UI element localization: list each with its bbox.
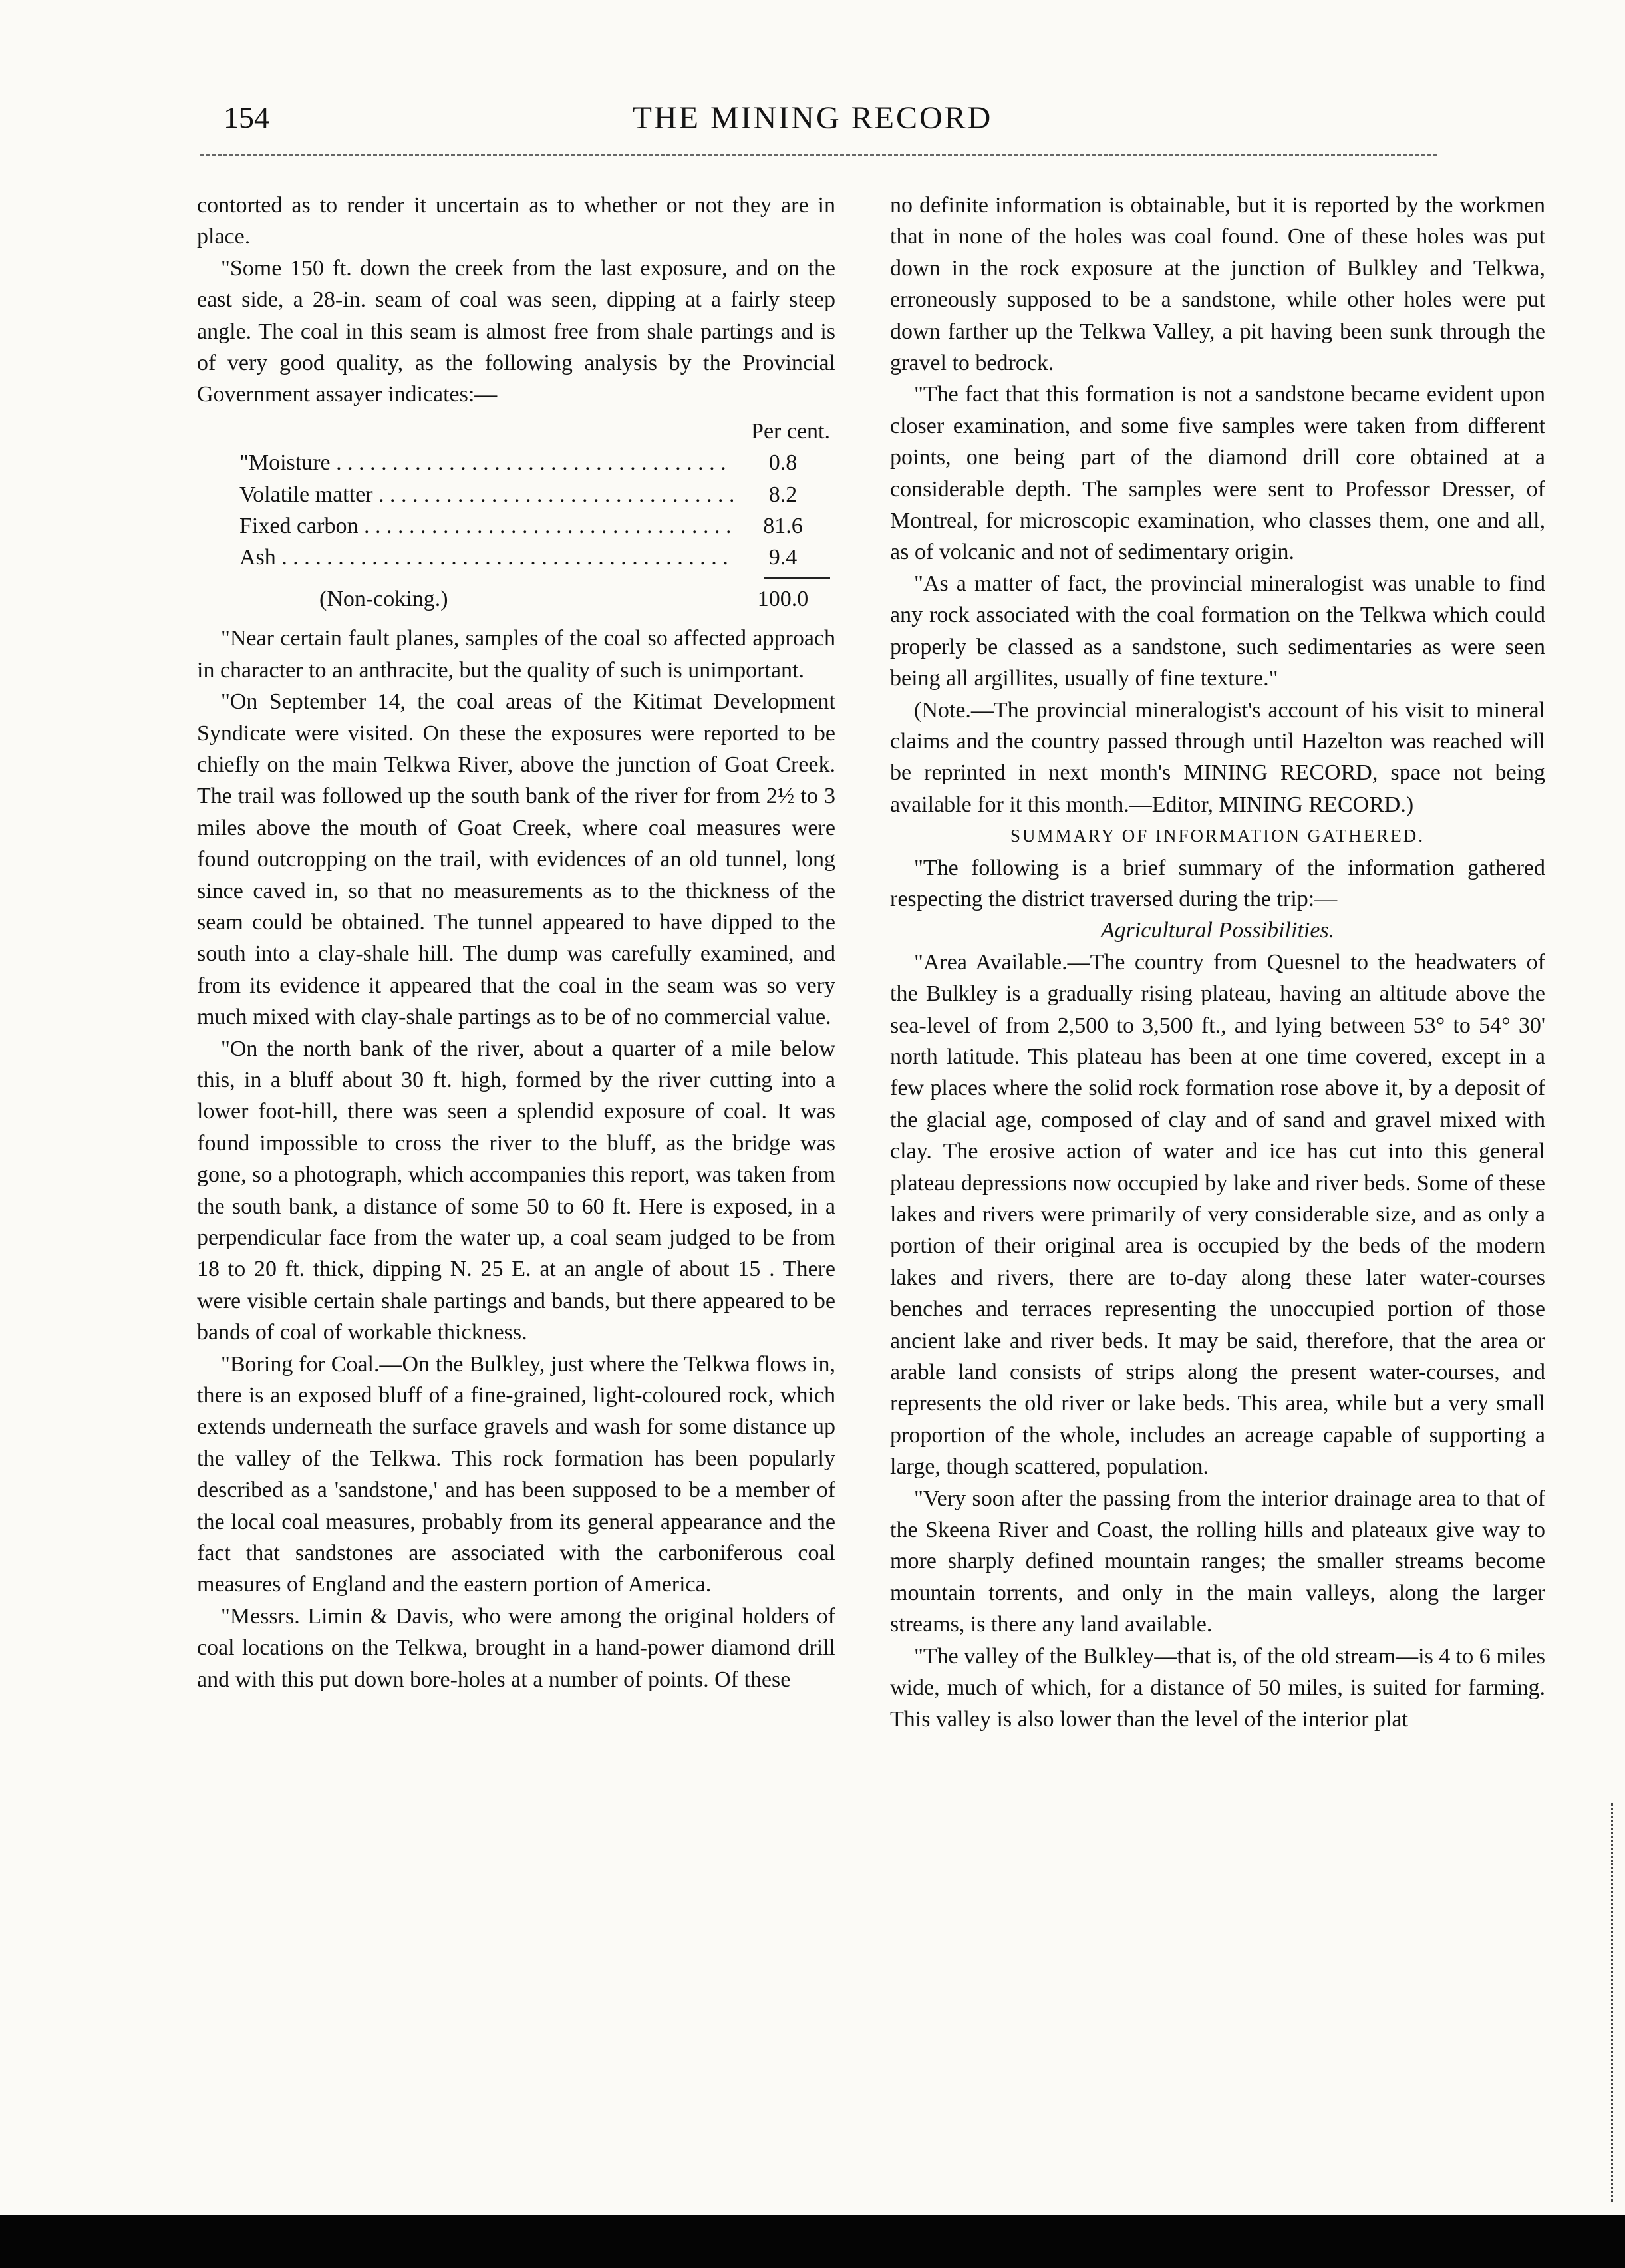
page-number: 154 xyxy=(223,100,269,134)
paragraph: "Some 150 ft. down the creek from the last exposure, and on the east side, a 28-in. seam of coal was seen, dipping at a fairly steep angle. The coal in this seam is almost free from shale partings and is of very good quality, as the following analysis by the Provincial Government assayer indicates:— xyxy=(197,255,835,407)
header-rule xyxy=(200,154,1437,156)
analysis-label: Fixed carbon . . . xyxy=(239,510,733,542)
paragraph: "On September 14, the coal areas of the Kitimat Development Syndicate were visited. On these the exposures were reported to be chiefly on the main Telkwa River, above the junction of Goat Creek. The trail was followed up the south bank of the river for from 2½ to 3 miles above the mouth of Goat Creek, where coal measures were found outcropping on the trail, with evidences of an old tunnel, long since caved in, so that no measurements as to the thickness of the seam could be obtained. The tunnel appeared to have dipped to the south into a clay-shale hill. The dump was carefully examined, and from its evidence it appeared that the coal in the seam was so very much mixed with clay-shale partings as to be of no commercial value. xyxy=(197,689,835,1030)
paragraph: "The fact that this formation is not a sandstone became evident upon closer examination, and some five samples were taken from different points, one being part of the diamond drill core obtained at a considerable depth. The samples were sent to Professor Dresser, of Montreal, for microscopic examination, who classes them, one and all, as of volcanic and not of sedimentary origin. xyxy=(890,382,1545,565)
paragraph: "The valley of the Bulkley—that is, of the old stream—is 4 to 6 miles wide, much of which, for a distance of 50 miles, is suited for farming. This valley is also lower than the level of the interior plat xyxy=(890,1643,1545,1732)
analysis-value: 81.6 xyxy=(763,514,803,539)
analysis-row xyxy=(239,510,833,542)
paragraph: contorted as to render it uncertain as to whether or not they are in place. xyxy=(197,193,835,249)
right-column xyxy=(890,190,1545,1735)
analysis-label: "Moisture . . . xyxy=(239,447,733,478)
paragraph: "Near certain fault planes, samples of the coal so affected approach in character to an anthracite, but the quality of such is unimportant. xyxy=(197,626,835,683)
paragraph: "Messrs. Limin & Davis, who were among the original holders of coal locations on the Telkwa, brought in a hand-power diamond drill and with this put down bore-holes at a number of points. Of these xyxy=(197,1603,835,1692)
paragraph: "The following is a brief summary of the information gathered respecting the district traversed during the trip:— xyxy=(890,855,1545,911)
section-subhead: SUMMARY OF INFORMATION GATHERED. xyxy=(1010,826,1425,846)
paragraph: "Area Available.—The country from Quesnel to the headwaters of the Bulkley is a gradually rising plateau, having an altitude above the sea-level of from 2,500 to 3,500 ft., and lying between 53° to 54° 30' north latitude. This plateau has been at one time covered, except in a few places where the solid rock formation rose above it, by a deposit of the glacial age, composed of clay and of sand and gravel mixed with clay. The erosive action of water and ice has cut into this general plateau depressions now occupied by lake and river beds. Some of these lakes and rivers were primarily of very considerable size, and as only a portion of their original area is occupied by the beds of the modern lakes and rivers, there are to-day along these later water-courses benches and terraces representing the unoccupied portion of those ancient lake and river beds. It may be said, therefore, that the area or arable land consists of strips along the present water-courses, and represents the old river or lake beds. This area, while but a very small proportion of the whole, includes an acreage capable of supporting a large, though scattered, population. xyxy=(890,949,1545,1480)
scan-edge-mark xyxy=(1611,1803,1625,2202)
paragraph: "Boring for Coal.—On the Bulkley, just where the Telkwa flows in, there is an exposed bluff of a fine-grained, light-coloured rock, which extends underneath the surface gravels and wash for some distance up the valley of the Telkwa. This rock formation has been popularly described as a 'sandstone,' and has been supposed to be a member of the local coal measures, probably from its general appearance and the fact that sandstones are associated with the carboniferous coal measures of England and the eastern portion of America. xyxy=(197,1351,835,1597)
editor-note: (Note.—The provincial mineralogist's account of his visit to mineral claims and the country passed through until Hazelton was reached will be reprinted in next month's MINING RECORD, space not being available for it this month.—Editor, MINING RECORD.) xyxy=(890,697,1545,817)
analysis-total-value: 100.0 xyxy=(757,586,809,611)
running-head: THE MINING RECORD xyxy=(632,100,993,136)
analysis-row xyxy=(239,447,833,478)
analysis-row xyxy=(239,479,833,510)
analysis-total-label: (Non-coking.) xyxy=(319,586,448,611)
paragraph: "On the north bank of the river, about a quarter of a mile below this, in a bluff about 30 ft. high, formed by the river cutting into a lower foot-hill, there was seen a splendid exposure of coal. It was found impossible to cross the river to the bluff, as the bridge was gone, so a photograph, which accompanies this report, was taken from the south bank, a distance of some 50 to 60 ft. Here is exposed, in a perpendicular face from the water up, a coal seam judged to be from 18 to 20 ft. thick, dipping N. 25 E. at an angle of about 15 . There were visible certain shale partings and bands, but there appeared to be bands of coal of workable thickness. xyxy=(197,1036,835,1345)
analysis-row xyxy=(239,542,833,573)
analysis-label: Volatile matter . . . xyxy=(239,479,733,510)
paragraph: "Very soon after the passing from the interior drainage area to that of the Skeena River and Coast, the rolling hills and plateaux give way to more sharply defined mountain ranges; the smaller streams become mountain torrents, and only in the main valleys, along the larger streams, is there any land available. xyxy=(890,1486,1545,1637)
coal-analysis-table xyxy=(197,416,835,615)
analysis-unit-header: Per cent. xyxy=(751,418,830,444)
sum-rule xyxy=(764,577,830,579)
italic-subhead: Agricultural Possibilities. xyxy=(1100,918,1335,943)
analysis-value: 9.4 xyxy=(768,545,798,570)
analysis-total-row xyxy=(239,583,833,615)
analysis-label: Ash . . . xyxy=(239,542,733,573)
analysis-value: 0.8 xyxy=(768,450,798,476)
analysis-value: 8.2 xyxy=(768,482,798,507)
left-column xyxy=(197,190,835,1695)
paragraph: "As a matter of fact, the provincial mineralogist was unable to find any rock associated with the coal formation on the Telkwa which could properly be classed as a sandstone, such sedimentaries as were seen being all argillites, usually of fine texture." xyxy=(890,571,1545,691)
scan-bottom-bar xyxy=(0,2215,1625,2268)
paragraph: no definite information is obtainable, but it is reported by the workmen that in none of the holes was coal found. One of these holes was put down in the rock exposure at the junction of Bulkley and Telkwa, erroneously supposed to be a sandstone, while other holes were put down farther up the Telkwa Valley, a pit having been sunk through the gravel to bedrock. xyxy=(890,193,1545,376)
